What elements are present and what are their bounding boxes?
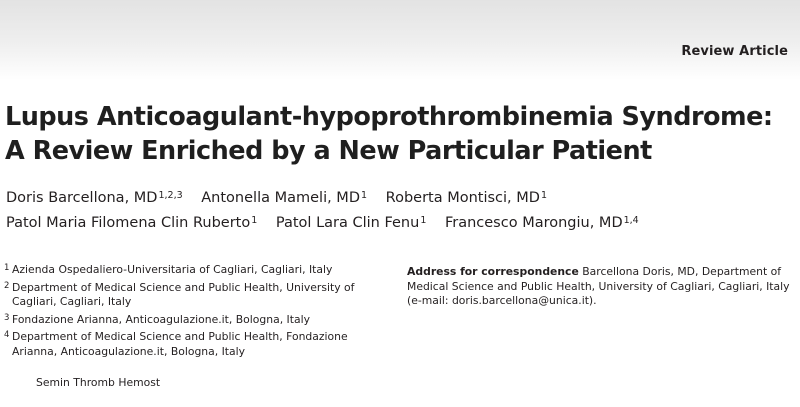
author-name: Patol Lara Clin Fenu [275, 215, 420, 231]
affiliation-list [4, 263, 394, 362]
author-francesco-marongiu [445, 215, 639, 231]
affiliation-item [4, 281, 394, 310]
author-affiliation-marker: 1 [361, 190, 368, 201]
correspondence-label: Address for correspondence [407, 265, 579, 278]
author-affiliation-marker: 1,4 [623, 215, 639, 226]
author-affiliation-marker: 1 [251, 215, 258, 226]
header-band [0, 0, 800, 80]
affiliation-number: 1 [4, 263, 10, 273]
author-name: Roberta Montisci, MD [385, 190, 540, 206]
affiliation-text: Fondazione Arianna, Anticoagulazione.it, Bologna, Italy [12, 312, 310, 326]
author-affiliation-marker: 1 [420, 215, 427, 226]
affiliation-text: Department of Medical Science and Public Health, University of Cagliari, Cagliari, Italy [12, 280, 355, 308]
affiliation-item [4, 330, 394, 359]
article-type-label: Review Article [681, 44, 788, 59]
author-line-2 [6, 211, 796, 236]
author-line-1 [6, 186, 796, 211]
author-doris-barcellona [6, 190, 183, 206]
article-title [5, 100, 795, 168]
author-affiliation-marker: 1,2,3 [158, 190, 183, 201]
affiliation-text: Azienda Ospedaliero-Universitaria of Cagliari, Cagliari, Italy [12, 263, 333, 276]
affiliation-item [4, 313, 394, 328]
affiliation-number: 4 [4, 330, 10, 340]
article-title-line-1: Lupus Anticoagulant-hypoprothrombinemia Syndrome: [5, 102, 773, 132]
author-name: Doris Barcellona, MD [6, 190, 158, 206]
author-name: Antonella Mameli, MD [201, 190, 360, 206]
affiliation-number: 3 [4, 312, 10, 323]
correspondence-block [407, 265, 795, 309]
author-maria-filomena-ruberto [6, 215, 257, 231]
journal-name: Semin Thromb Hemost [36, 376, 161, 389]
author-affiliation-marker: 1 [540, 190, 547, 201]
affiliation-number: 2 [4, 280, 10, 291]
author-name: Patol Maria Filomena Clin Ruberto [6, 215, 251, 231]
affiliation-item [4, 263, 394, 278]
correspondence-text: Barcellona Doris, MD, Department of Medical Science and Public Health, University of Cagliari, Cagliari, Italy (e-mail: doris.barcellona@unica.it). [407, 265, 790, 307]
author-antonella-mameli [201, 190, 367, 206]
author-name: Francesco Marongiu, MD [444, 215, 623, 231]
affiliation-text: Department of Medical Science and Public Health, Fondazione Arianna, Anticoagulazione.it, Bologna, Italy [12, 330, 348, 358]
author-roberta-montisci [386, 190, 547, 206]
article-title-line-2: A Review Enriched by a New Particular Patient [5, 136, 652, 166]
author-list [6, 186, 796, 236]
author-lara-fenu [276, 215, 426, 231]
